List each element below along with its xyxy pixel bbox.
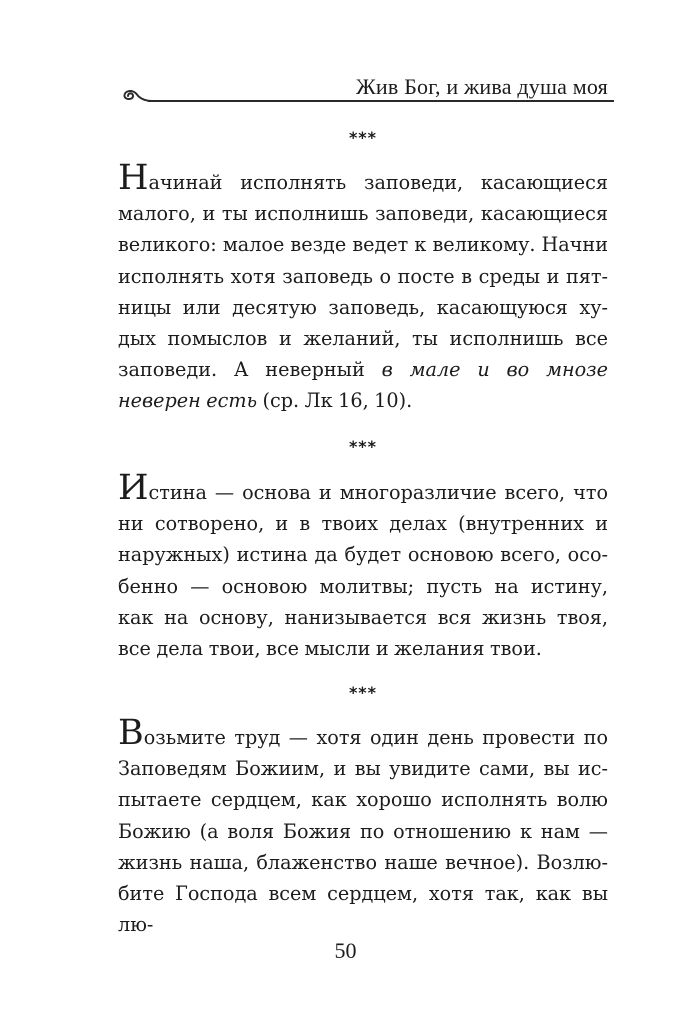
- drop-cap: В: [118, 713, 144, 753]
- paragraph-text: (ср. Лк 16, 10).: [257, 389, 413, 413]
- section-separator: ***: [348, 437, 378, 456]
- paragraph-text: стина — основа и многоразличие всего, что ни сотворено, и в твоих делах (внутренних и наружных) истина да будет основою всего, особенно — основою молитвы; пусть на истину, как на основу, нанизывается вся жизнь твоя, все дела твои, все мысли и желания твои.: [118, 481, 608, 661]
- paragraph-text: ачинай исполнять заповеди, касающиеся малого, и ты исполнишь заповеди, касающиеся великого: малое везде ведет к великому. Начни исполнять хотя заповедь о посте в среды и пятницы или десятую заповедь, касающуюся худых помыслов и желаний, ты исполнишь все заповеди. А неверный: [118, 171, 608, 382]
- running-head: [118, 66, 614, 106]
- scroll-ornament-icon: [118, 84, 152, 108]
- drop-cap: Н: [118, 158, 149, 198]
- paragraph-1: [118, 158, 608, 417]
- section-separator: ***: [348, 683, 378, 702]
- section-separator: ***: [348, 128, 378, 147]
- page-number: 50: [334, 938, 357, 963]
- drop-cap: И: [118, 468, 149, 508]
- paragraph-text: озьмите труд — хотя один день провести по Заповедям Божиим, и вы увидите сами, вы испытаете сердцем, как хорошо исполнять волю Божию (а воля Божия по отношению к нам — жизнь наша, блаженство наше вечное). Возлюбите Господа всем сердцем, хотя так, как вы лю-: [118, 726, 608, 937]
- italic-quote: в мале и во мнозе неверен есть: [118, 358, 608, 413]
- running-title: Жив Бог, и жива душа моя: [356, 74, 608, 99]
- paragraph-2: [118, 468, 608, 664]
- header-rule: [148, 100, 614, 102]
- paragraph-3: [118, 713, 608, 940]
